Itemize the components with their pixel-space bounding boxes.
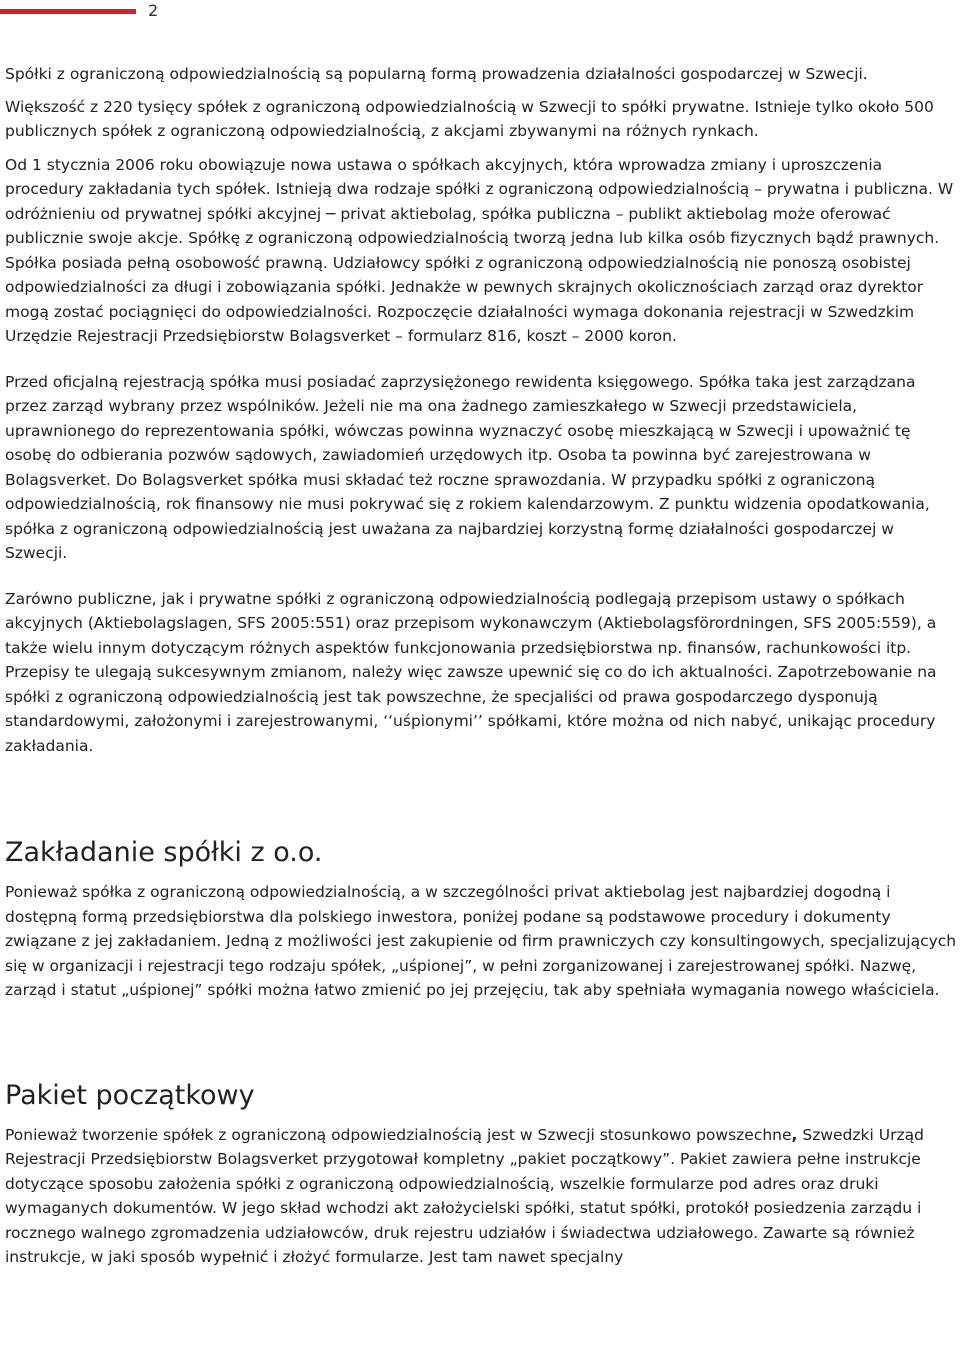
intro-paragraph-4: Przed oficjalną rejestracją spółka musi posiadać zaprzysiężonego rewidenta księgowego. Spółka taka jest zarządzana przez zarząd wybrany przez wspólników. Jeżeli nie ma ona żadnego zamieszkałego w Szwecji przedstawiciela, uprawnionego do reprezentowania spółki, wówczas powinna wyznaczyć osobę mieszkającą w Szwecji i upoważnić tę osobę do odbierania pozwów sądowych, zawiadomień urzędowych itp. Osoba ta powinna być zarejestrowana w Bolagsverket. Do Bolagsverket spółka musi składać też roczne sprawozdania. W przypadku spółki z ograniczoną odpowiedzialnością, rok finansowy nie musi pokrywać się z rokiem kalendarzowym. Z punktu widzenia opodatkowania, spółka z ograniczoną odpowiedzialnością jest uważana za najbardziej korzystną formę działalności gospodarczej w Szwecji. [5,372,930,562]
intro-paragraph-2: Większość z 220 tysięcy spółek z ograniczoną odpowiedzialnością w Szwecji to spółki prywatne. Istnieje tylko około 500 publicznych spółek z ograniczoną odpowiedzialnością, z akcjami zbywanymi na różnych rynkach. [5,97,934,140]
starter-text-start: Ponieważ tworzenie spółek z ograniczoną odpowiedzialnością jest w Szwecji stosunkowo powszechne [5,1125,792,1144]
intro-paragraph-5: Zarówno publiczne, jak i prywatne spółki z ograniczoną odpowiedzialnością podlegają przepisom ustawy o spółkach akcyjnych (Aktiebolagslagen, SFS 2005:551) oraz przepisom wykonawczym (Aktiebolagsförordningen, SFS 2005:559), a także wielu innym dotyczącym różnych aspektów funkcjonowania przedsiębiorstwa np. finansów, rachunkowości itp. Przepisy te ulegają sukcesywnym zmianom, należy więc zawsze upewnić się co do ich aktualności. Zapotrzebowanie na spółki z ograniczoną odpowiedzialnością jest tak powszechne, że specjaliści od prawa gospodarczego dysponują standardowymi, założonymi i zarejestrowanymi, ‘‘uśpionymi’’ spółkami, które można od nich nabyć, unikając procedury zakładania. [5,589,937,755]
founding-paragraph-1: Ponieważ spółka z ograniczoną odpowiedzialnością, a w szczególności privat aktiebolag jest najbardziej dogodną i dostępną formą przedsiębiorstwa dla polskiego inwestora, poniżej podane są podstawowe procedury i dokumenty związane z jej zakładaniem. Jedną z możliwości jest zakupienie od firm prawniczych czy konsultingowych, specjalizujących się w organizacji i rejestracji tego rodzaju spółek, „uśpionej”, w pełni zorganizowanej i zarejestrowanej spółki. Nazwę, zarząd i statut „uśpionej” spółki można łatwo zmienić po jej przejęciu, tak aby spełniała wymagania nowego właściciela. [5,883,957,999]
page-number: 2 [148,1,159,20]
starter-text-rest: Szwedzki Urząd Rejestracji Przedsiębiorstw Bolagsverket przygotował kompletny „pakiet początkowy”. Pakiet zawiera pełne instrukcje dotyczące sposobu założenia spółki z ograniczoną odpowiedzialnością, wszelkie formularze pod adres oraz druki wymaganych dokumentów. W jego skład wchodzi akt założycielski spółki, statut spółki, protokół posiedzenia zarządu i rocznego walnego zgromadzenia udziałowców, druk rejestru udziałów i świadectwa udziałowego. Zawarte są również instrukcje, w jaki sposób wypełnić i złożyć formularze. Jest tam nawet specjalny [5,1125,924,1266]
starter-text-bold-comma: , [791,1125,798,1144]
section-heading-founding: Zakładanie spółki z o.o. [5,837,323,868]
document-body [5,62,957,1270]
section-heading-starter-pack: Pakiet początkowy [5,1079,255,1111]
intro-paragraph-1: Spółki z ograniczoną odpowiedzialnością są popularną formą prowadzenia działalności gospodarczej w Szwecji. [5,65,868,83]
starter-paragraph-1 [5,1123,957,1270]
intro-paragraph-3: Od 1 stycznia 2006 roku obowiązuje nowa ustawa o spółkach akcyjnych, która wprowadza zmiany i uproszczenia procedury zakładania tych spółek. Istnieją dwa rodzaje spółki z ograniczoną odpowiedzialnością – prywatna i publiczna. W odróżnieniu od prywatnej spółki akcyjnej ─ privat aktiebolag, spółka publiczna – publikt aktiebolag może oferować publicznie swoje akcje. Spółkę z ograniczoną odpowiedzialnością tworzą jedna lub kilka osób fizycznych bądź prawnych. Spółka posiada pełną osobowość prawną. Udziałowcy spółki z ograniczoną odpowiedzialnością nie ponoszą osobistej odpowiedzialności za długi i zobowiązania spółki. Jednakże w pewnych skrajnych okolicznościach zarząd oraz dyrektor mogą zostać pociągnięci do odpowiedzialności. Rozpoczęcie działalności wymaga dokonania rejestracji w Szwedzkim Urzędzie Rejestracji Przedsiębiorstw Bolagsverket – formularz 816, koszt – 2000 koron. [5,155,954,345]
header-accent-rule [0,9,136,14]
